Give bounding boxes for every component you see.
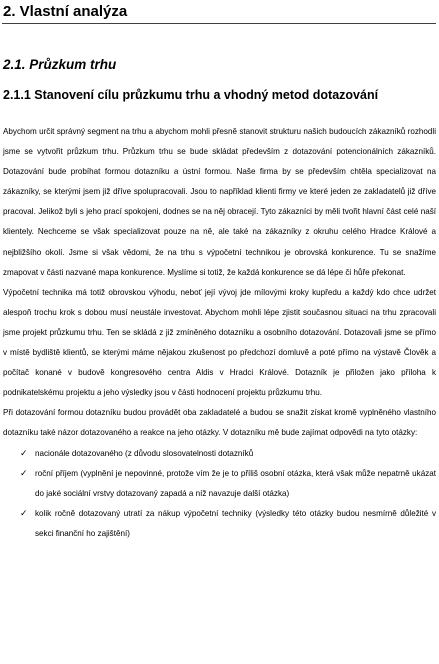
paragraph: Abychom určit správný segment na trhu a abychom mohli přesně stanovit strukturu našich budoucích zákazníků rozhodli jsme se vytvořit průzkum trhu. Průzkum trhu se bude skládat především z dotazování potencionálních zákazníků. Dotazování bude probíhat formou dotazníku a ústní formou. Naše firma by se především chtěla specializovat na zákazníky, se kterými jsem již dříve spolupracovali. Jsou to například klienti firmy ve které jeden ze zakladatelů již dříve pracoval. Jelikož byli s jeho prací spokojeni, dodnes se na něj obracejí. Tyto zákazníci by měli tvořit hlavní část celé naší klientely. Nechceme se však specializovat pouze na ně, ale také na zákazníky z okruhu celého Hradce Králové a nejbližšího okolí. Jsme si však vědomi, že na trhu s výpočetní technikou je obrovská konkurence. Tu se snažíme zmapovat v části nazvané mapa konkurence. Myslíme si totiž, že každá konkurence se dá lépe či hůře překonat. xyxy=(3,127,436,277)
paragraph: Výpočetní technika má totiž obrovskou výhodu, neboť její vývoj jde mílovými kroky kupředu a každý kdo chce udržet alespoň trochu krok s dobou musí neustále investovat. Abychom mohli lépe zjistit současnou situaci na trhu zpracovali jsme projekt průzkumu trhu. Ten se skládá z již zmíněného dotazníku a osobního dotazování. Dotazovali jsme se přímo v místě bydliště klientů, se kterými máme nějakou zkušenost po předchozí domluvě a poté přímo na výstavě Člověk a počítač konané v budově kongresového centra Aldis v Hradci Králové. Dotazník je přiložen jako příloha k podnikatelskému projektu a jeho výsledky jsou v části hodnocení projektu průzkumu trhu. xyxy=(3,287,436,398)
heading-divider xyxy=(2,23,436,24)
list-item xyxy=(3,504,436,544)
heading-level-2: 2.1. Průzkum trhu xyxy=(3,57,117,72)
checkmark-icon: ✓ xyxy=(20,448,28,459)
question-list xyxy=(3,444,436,544)
body-text xyxy=(3,122,436,544)
heading-level-1: 2. Vlastní analýza xyxy=(3,3,128,20)
list-item-text: kolik ročně dotazovaný utratí za nákup výpočetní techniky (výsledky této otázky budou nesmírně důležité v sekci finanční ho zajištění) xyxy=(35,508,436,538)
list-item xyxy=(3,464,436,504)
heading-level-3: 2.1.1 Stanovení cílu průzkumu trhu a vhodný metod dotazování xyxy=(3,88,379,102)
list-item-text: nacionále dotazovaného (z důvodu slosovatelnosti dotazníků xyxy=(35,448,254,458)
paragraph: Při dotazování formou dotazníku budou provádět oba zakladatelé a budou se snažit získat kromě vyplněného vlastního dotazníku také názor dotazovaného a reakce na jeho otázky. V dotazníku mě bude zajímat odpovědi na tyto otázky: xyxy=(3,408,436,438)
checkmark-icon: ✓ xyxy=(20,508,28,519)
list-item xyxy=(3,444,436,464)
checkmark-icon: ✓ xyxy=(20,468,28,479)
list-item-text: roční příjem (vyplnění je nepovinné, protože vím že je to příliš osobní otázka, která však může nepatrně ukázat do jaké sociální vrstvy dotazovaný zapadá a níž navazuje další otázka) xyxy=(35,468,436,498)
